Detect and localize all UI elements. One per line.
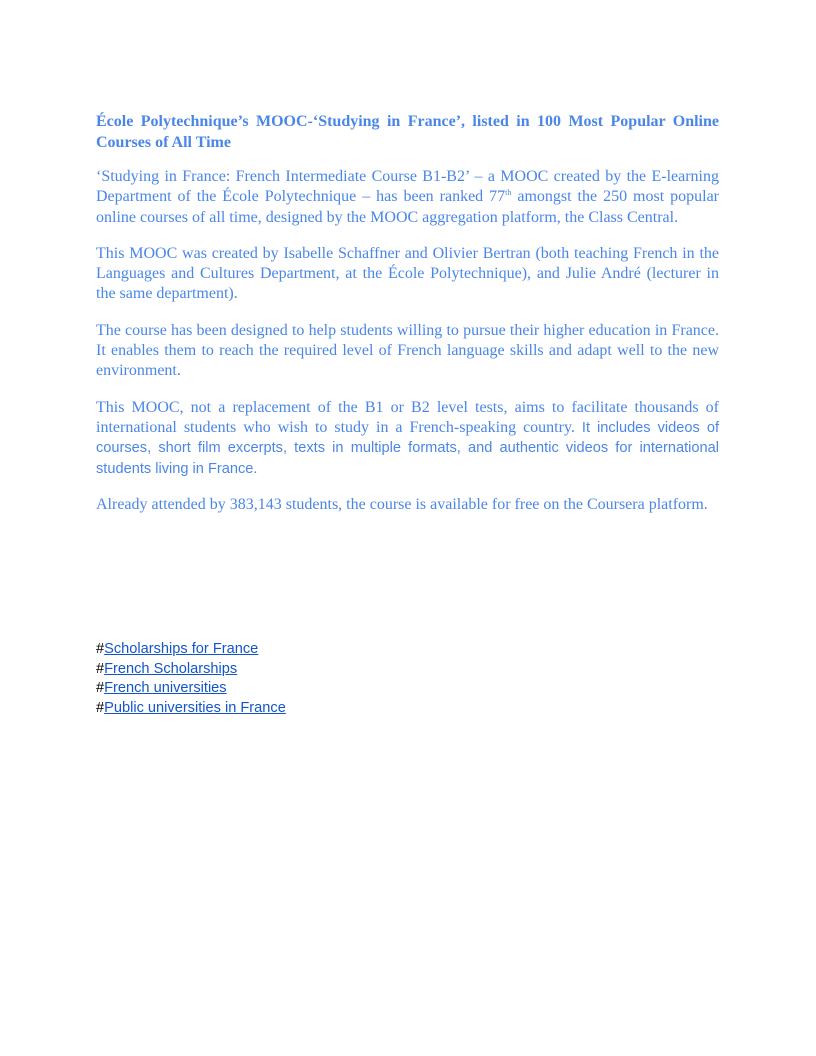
paragraph-ranking-text-end: amongst the 250 most popular online courses of all time, designed by the MOOC aggregation platform, the Class Central. xyxy=(96,188,719,226)
hashtag-item xyxy=(96,640,286,660)
document-body xyxy=(96,112,719,531)
tag-link-public-universities-in-france[interactable]: Public universities in France xyxy=(104,699,286,716)
paragraph-creators: This MOOC was created by Isabelle Schaffner and Olivier Bertran (both teaching French in the Languages and Cultures Department, at the École Polytechnique), and Julie André (lecturer in the same department). xyxy=(96,244,719,303)
paragraph-purpose: The course has been designed to help students willing to pursue their higher education in France. It enables them to reach the required level of French language skills and adapt well to the new environment. xyxy=(96,321,719,380)
hash-symbol: # xyxy=(96,660,105,677)
paragraph-attendance: Already attended by 383,143 students, the course is available for free on the Coursera platform. xyxy=(96,495,708,513)
hash-symbol: # xyxy=(96,641,105,657)
hashtag-item xyxy=(96,660,286,680)
paragraph-content-serif: This MOOC, not a replacement of the B1 or B2 level tests, aims to facilitate thousands of international students who wish to study in a French-speaking country. xyxy=(96,398,719,436)
hashtag-item xyxy=(96,699,286,719)
paragraph-content-sans: It includes videos of courses, short film excerpts, texts in multiple formats, and authentic videos for international students living in France. xyxy=(96,419,719,477)
hash-symbol: # xyxy=(96,699,105,716)
paragraph-ranking-text: ‘Studying in France: French Intermediate Course B1-B2’ – a MOOC created by the E-learning Department of the École Polytechnique – has been ranked 77 xyxy=(96,168,719,206)
tag-link-scholarships-for-france[interactable]: Scholarships for France xyxy=(104,641,259,657)
ordinal-suffix: th xyxy=(505,188,512,198)
tag-link-french-universities[interactable]: French universities xyxy=(104,680,227,696)
paragraph-ranking xyxy=(96,167,719,228)
tag-link-french-scholarships[interactable]: French Scholarships xyxy=(104,660,238,677)
paragraph-content xyxy=(96,398,719,479)
page-title: École Polytechnique’s MOOC-‘Studying in France’, listed in 100 Most Popular Online Courses of All Time xyxy=(96,113,719,151)
hash-symbol: # xyxy=(96,680,105,696)
hashtag-item xyxy=(96,679,286,699)
hashtag-list xyxy=(96,640,286,718)
